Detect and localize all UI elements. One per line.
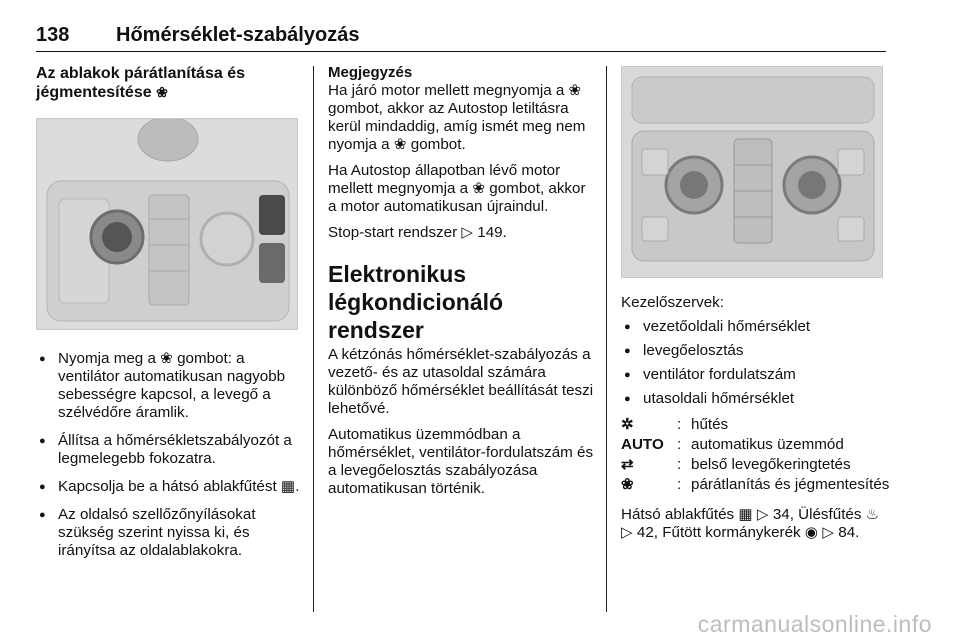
controls-label: Kezelőszervek: — [621, 294, 724, 311]
column-middle — [328, 64, 598, 506]
controls-list — [621, 318, 891, 408]
defrost-icon: ❀ — [156, 84, 168, 100]
column-right — [621, 64, 891, 542]
watermark: carmanualsonline.info — [697, 611, 932, 637]
auto-label: AUTO — [621, 436, 664, 453]
list-item: ● utasoldali hőmérséklet — [621, 390, 891, 408]
paragraph: A kétzónás hőmérséklet-szabályozás a vezető- és az utasoldal számára különböző hőmérséklet beállítását teszi lehetővé. — [328, 346, 594, 417]
defrost-icon: ❀ — [621, 476, 634, 493]
list-item: ● vezetőoldali hőmérséklet — [621, 318, 891, 336]
list-item: ● ventilátor fordulatszám — [621, 366, 891, 384]
column-divider — [606, 66, 607, 612]
snowflake-icon: ✲ — [621, 416, 634, 433]
recirculation-icon: ⇄ — [621, 456, 634, 473]
column-left — [36, 64, 304, 570]
legend-row: ⇄ : belső levegőkeringtetés — [621, 456, 851, 473]
section-heading: Az ablakok párátlanítása és jégmentesítése ❀ — [36, 65, 245, 101]
defrost-steps — [36, 350, 304, 560]
column-divider — [313, 66, 314, 612]
note-title: Megjegyzés — [328, 64, 413, 81]
page-title: Hőmérséklet-szabályozás — [116, 24, 360, 46]
list-item: ● Kapcsolja be a hátsó ablakfűtést ▦. — [36, 478, 304, 496]
cross-reference: Hátsó ablakfűtés ▦ ▷ 34, Ülésfűtés ♨ ▷ 42, Fűtött kormánykerék ◉ ▷ 84. — [621, 506, 880, 541]
note-paragraph: Ha járó motor mellett megnyomja a ❀ gombot, akkor az Autostop letiltásra kerül mindaddig, amíg ismét meg nem nyomja a ❀ gombot. — [328, 82, 586, 153]
climate-panel-photo — [36, 118, 298, 330]
paragraph: Automatikus üzemmódban a hőmérséklet, ventilátor-fordulatszám és a levegőelosztás szabályozása automatikusan történik. — [328, 426, 594, 497]
list-item: ● levegőelosztás — [621, 342, 891, 360]
legend-row: ✲ : hűtés — [621, 416, 729, 433]
section-heading: Elektronikus légkondicionáló rendszer — [328, 261, 504, 343]
cross-reference: Stop-start rendszer ▷ 149. — [328, 224, 507, 241]
page-number: 138 — [36, 24, 70, 46]
climate-control-photo — [621, 66, 883, 278]
legend-row: ❀ : párátlanítás és jégmentesítés — [621, 476, 890, 493]
list-item: ● Nyomja meg a ❀ gombot: a ventilátor automatikusan nagyobb sebességre kapcsol, a levegő a szélvédőre áramlik. — [36, 350, 304, 422]
page-header — [36, 22, 886, 52]
note-paragraph: Ha Autostop állapotban lévő motor mellett megnyomja a ❀ gombot, akkor a motor automatikusan újraindul. — [328, 162, 586, 215]
list-item: ● Állítsa a hőmérsékletszabályozót a legmelegebb fokozatra. — [36, 432, 304, 468]
symbol-legend — [621, 416, 891, 494]
list-item: ● Az oldalsó szellőzőnyílásokat szükség szerint nyissa ki, és irányítsa az oldalablakokra. — [36, 506, 304, 560]
legend-row: AUTO : automatikus üzemmód — [621, 436, 844, 453]
